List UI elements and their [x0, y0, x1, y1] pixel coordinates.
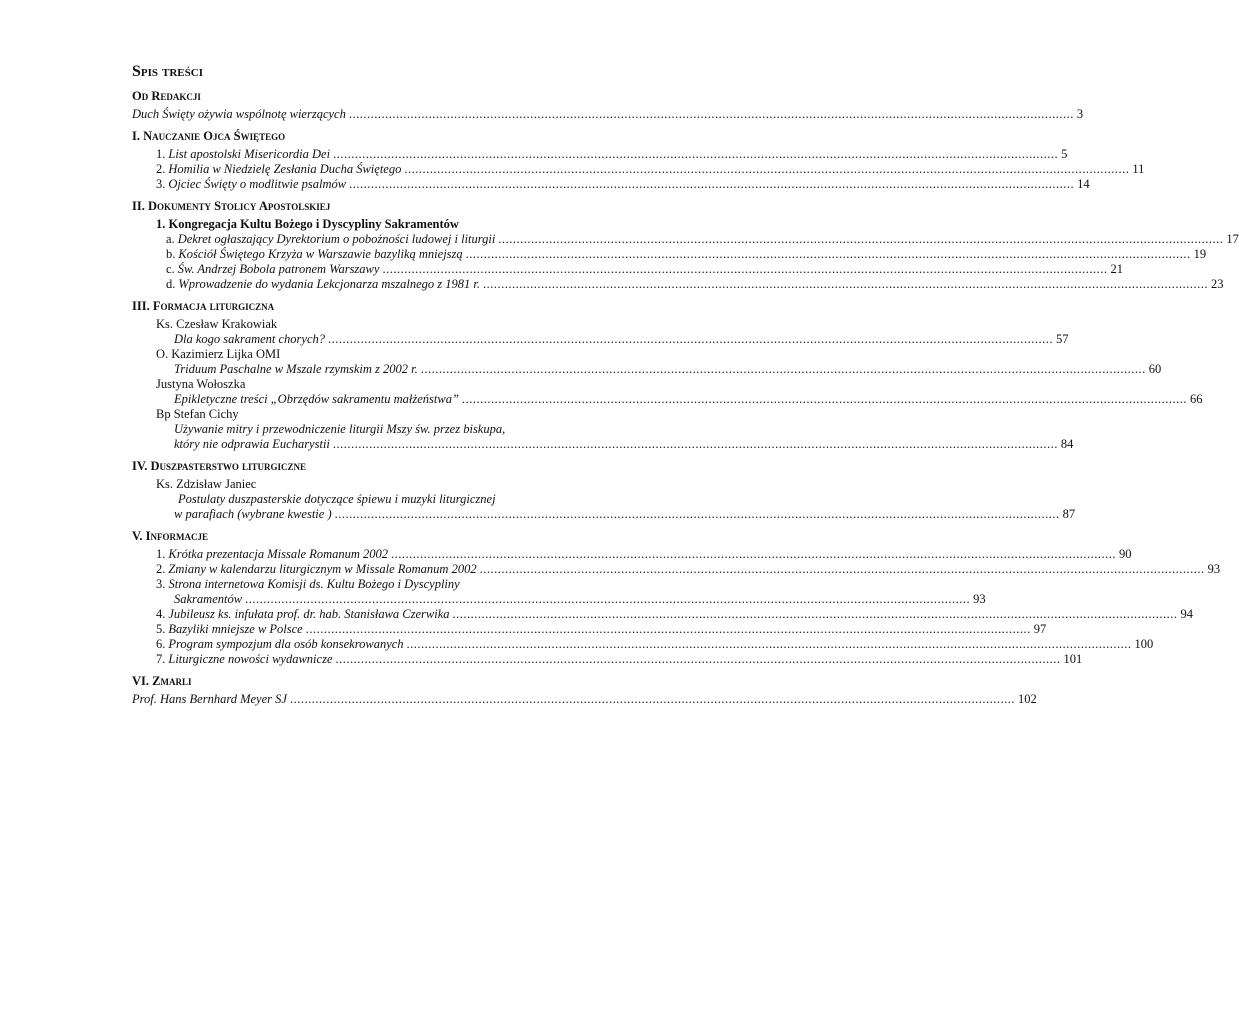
entry-page-number: 57	[1056, 332, 1069, 346]
dot-leader: ........................................................................................................................................................................................................	[479, 562, 1205, 576]
entry-title: Dekret ogłaszający Dyrektorium o pobożności ludowej i liturgii	[177, 232, 496, 246]
entry-number: 7.	[156, 652, 166, 666]
toc-entry[interactable]	[132, 547, 1132, 562]
dot-leader: ........................................................................................................................................................................................................	[305, 622, 1031, 636]
entry-number: a.	[166, 232, 175, 246]
entry-page-number: 11	[1132, 162, 1145, 176]
toc-entry[interactable]	[132, 637, 1154, 652]
entry-author: Ks. Zdzisław Janiec	[156, 477, 257, 491]
dot-leader: ........................................................................................................................................................................................................	[382, 262, 1108, 276]
entry-page-number: 3	[1076, 107, 1084, 121]
section-formacja	[132, 298, 1203, 452]
entry-title: Program sympozjum dla osób konsekrowanych	[168, 637, 404, 651]
dot-leader: ........................................................................................................................................................................................................	[498, 232, 1224, 246]
dot-leader: ........................................................................................................................................................................................................	[391, 547, 1117, 561]
entry-page-number: 17	[1226, 232, 1239, 246]
dot-leader: ........................................................................................................................................................................................................	[289, 692, 1015, 706]
subsection-heading: 1. Kongregacja Kultu Bożego i Dyscypliny Sakramentów	[156, 217, 459, 231]
toc-entry[interactable]	[132, 162, 1145, 177]
entry-title: List apostolski Misericordia Dei	[168, 147, 331, 161]
entry-number: 3.	[156, 577, 166, 591]
entry-page-number: 102	[1017, 692, 1037, 706]
entry-number: 6.	[156, 637, 166, 651]
table-of-contents	[132, 62, 1239, 713]
section-nauczanie	[132, 128, 1145, 192]
entry-title: Prof. Hans Bernhard Meyer SJ	[132, 692, 287, 706]
toc-entry[interactable]	[132, 107, 1084, 122]
toc-entry[interactable]	[132, 652, 1083, 667]
toc-entry[interactable]	[132, 277, 1224, 292]
entry-page-number: 19	[1193, 247, 1207, 261]
entry-title: który nie odprawia Eucharystii	[174, 437, 330, 451]
section-dokumenty	[132, 198, 1239, 292]
entry-title: Wprowadzenie do wydania Lekcjonarza mszalnego z 1981 r.	[178, 277, 480, 291]
entry-page-number: 93	[973, 592, 986, 606]
toc-entry[interactable]	[132, 262, 1123, 277]
entry-title-part: Strona internetowa Komisji ds. Kultu Bożego i Dyscypliny	[168, 577, 460, 591]
entry-number: b.	[166, 247, 176, 261]
entry-title: Liturgiczne nowości wydawnicze	[168, 652, 333, 666]
dot-leader: ........................................................................................................................................................................................................	[245, 592, 971, 606]
dot-leader: ........................................................................................................................................................................................................	[465, 247, 1191, 261]
entry-number: 1.	[156, 547, 166, 561]
entry-number: 5.	[156, 622, 166, 636]
entry-title: Triduum Paschalne w Mszale rzymskim z 2002 r.	[174, 362, 418, 376]
entry-number: d.	[166, 277, 176, 291]
entry-title: Epikletyczne treści „Obrzędów sakramentu małżeństwa”	[174, 392, 459, 406]
entry-title-line: Używanie mitry i przewodniczenie liturgii Mszy św. przez biskupa,	[174, 422, 506, 436]
dot-leader: ........................................................................................................................................................................................................	[483, 277, 1208, 291]
dot-leader: ........................................................................................................................................................................................................	[334, 507, 1060, 521]
entry-title: Św. Andrzej Bobola patronem Warszawy	[177, 262, 380, 276]
entry-number: 4.	[156, 607, 166, 621]
entry-title: Ojciec Święty o modlitwie psalmów	[168, 177, 347, 191]
entry-page-number: 90	[1119, 547, 1132, 561]
entry-title: Dla kogo sakrament chorych?	[174, 332, 326, 346]
dot-leader: ........................................................................................................................................................................................................	[406, 637, 1132, 651]
entry-page-number: 21	[1110, 262, 1123, 276]
dot-leader: ........................................................................................................................................................................................................	[452, 607, 1178, 621]
section-heading: IV. Duszpasterstwo liturgiczne	[132, 459, 307, 473]
section-heading: II. Dokumenty Stolicy Apostolskiej	[132, 199, 331, 213]
entry-author: Ks. Czesław Krakowiak	[156, 317, 278, 331]
entry-page-number: 5	[1061, 147, 1068, 161]
entry-number: 2.	[156, 562, 166, 576]
toc-entry[interactable]	[132, 437, 1074, 452]
toc-entry[interactable]	[132, 607, 1194, 622]
toc-entry[interactable]	[132, 392, 1203, 407]
entry-title: Zmiany w kalendarzu liturgicznym w Missale Romanum 2002	[168, 562, 477, 576]
entry-title: Bazyliki mniejsze w Polsce	[168, 622, 303, 636]
entry-page-number: 100	[1134, 637, 1154, 651]
entry-title: w parafiach (wybrane kwestie )	[174, 507, 332, 521]
entry-page-number: 101	[1063, 652, 1083, 666]
dot-leader: ........................................................................................................................................................................................................	[461, 392, 1187, 406]
section-heading: V. Informacje	[132, 529, 209, 543]
entry-page-number: 14	[1077, 177, 1090, 191]
dot-leader: ........................................................................................................................................................................................................	[348, 107, 1074, 121]
entry-author: Justyna Wołoszka	[156, 377, 246, 391]
entry-page-number: 60	[1148, 362, 1162, 376]
entry-page-number: 94	[1180, 607, 1194, 621]
dot-leader: ........................................................................................................................................................................................................	[328, 332, 1054, 346]
entry-author: O. Kazimierz Lijka OMI	[156, 347, 281, 361]
dot-leader: ........................................................................................................................................................................................................	[349, 177, 1075, 191]
dot-leader: ........................................................................................................................................................................................................	[332, 437, 1058, 451]
entry-number: 3.	[156, 177, 166, 191]
entry-page-number: 97	[1033, 622, 1047, 636]
dot-leader: ........................................................................................................................................................................................................	[420, 362, 1146, 376]
entry-number: 1.	[156, 147, 166, 161]
toc-entry[interactable]	[132, 362, 1162, 377]
entry-title-line: Postulaty duszpasterskie dotyczące śpiewu i muzyki liturgicznej	[178, 492, 496, 506]
toc-entry[interactable]	[132, 332, 1069, 347]
dot-leader: ........................................................................................................................................................................................................	[404, 162, 1130, 176]
toc-entry[interactable]	[132, 177, 1090, 192]
toc-entry[interactable]	[132, 147, 1068, 162]
entry-page-number: 23	[1211, 277, 1224, 291]
entry-title: Kościół Świętego Krzyża w Warszawie bazyliką mniejszą	[178, 247, 463, 261]
entry-page-number: 93	[1207, 562, 1221, 576]
section-heading: I. Nauczanie Ojca Świętego	[132, 129, 286, 143]
toc-entry[interactable]	[132, 247, 1207, 262]
entry-number: c.	[166, 262, 175, 276]
section-duszpasterstwo	[132, 458, 1076, 522]
dot-leader: ........................................................................................................................................................................................................	[335, 652, 1061, 666]
entry-title-line	[132, 577, 600, 592]
entry-title: Homilia w Niedzielę Zesłania Ducha Świętego	[168, 162, 402, 176]
section-zmarli	[132, 673, 1037, 707]
section-heading: VI. Zmarli	[132, 674, 192, 688]
toc-entry[interactable]	[132, 692, 1037, 707]
toc-entry[interactable]	[132, 562, 1221, 577]
toc-entry[interactable]	[132, 232, 1239, 247]
entry-author: Bp Stefan Cichy	[156, 407, 239, 421]
section-informacje	[132, 528, 1221, 667]
dot-leader: ........................................................................................................................................................................................................	[333, 147, 1059, 161]
toc-entry[interactable]	[132, 592, 986, 607]
toc-entry[interactable]	[132, 622, 1047, 637]
page-title: Spis treści	[132, 63, 203, 80]
entry-title: Jubileusz ks. infułata prof. dr. hab. Stanisława Czerwika	[168, 607, 450, 621]
section-od-redakcji	[132, 88, 1084, 122]
entry-number: 2.	[156, 162, 166, 176]
entry-title: Krótka prezentacja Missale Romanum 2002	[168, 547, 389, 561]
entry-page-number: 66	[1189, 392, 1203, 406]
entry-title: Duch Święty ożywia wspólnotę wierzących	[132, 107, 346, 121]
toc-entry[interactable]	[132, 507, 1076, 522]
entry-page-number: 84	[1060, 437, 1074, 451]
section-heading: III. Formacja liturgiczna	[132, 299, 275, 313]
entry-title: Sakramentów	[174, 592, 243, 606]
entry-page-number: 87	[1062, 507, 1076, 521]
section-heading: Od Redakcji	[132, 89, 201, 103]
